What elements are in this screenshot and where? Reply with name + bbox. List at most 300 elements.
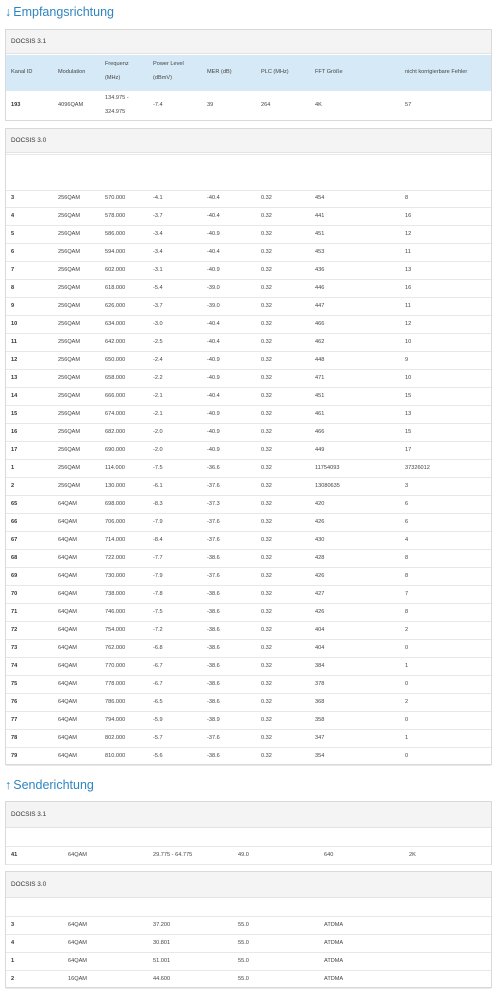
cell-col-1: 64QAM	[68, 940, 87, 946]
cell-col-1: 64QAM	[58, 591, 77, 597]
cell-col-4: -38.9	[207, 717, 220, 723]
cell-col-2: 642.000	[105, 339, 126, 345]
cell-col-0: 77	[11, 717, 18, 723]
cell-modulation: 4096QAM	[58, 102, 84, 108]
cell-col-0: 4	[11, 940, 15, 946]
cell-col-3: -6.5	[153, 699, 163, 705]
cell-col-3: -5.4	[153, 285, 163, 291]
cell-col-3: -7.8	[153, 591, 163, 597]
cell-col-6: 453	[315, 249, 325, 255]
cell-col-4: -40.9	[207, 267, 220, 273]
col-modulation: Modulation	[58, 69, 86, 75]
cell-col-7: 16	[405, 213, 412, 219]
cell-col-0: 69	[11, 573, 18, 579]
cell-col-0: 72	[11, 627, 18, 633]
cell-col-1: 256QAM	[58, 411, 81, 417]
cell-col-0: 1	[11, 958, 15, 964]
cell-col-0: 68	[11, 555, 18, 561]
cell-col-0: 76	[11, 699, 18, 705]
cell-col-0: 73	[11, 645, 18, 651]
cell-col-4: -40.4	[207, 249, 220, 255]
cell-col-3: -6.8	[153, 645, 163, 651]
cell-col-0: 41	[11, 852, 18, 858]
cell-col-3: -4.1	[153, 195, 163, 201]
cell-col-7: 10	[405, 375, 412, 381]
cell-col-5: 0.32	[261, 285, 272, 291]
cell-col-3: -2.1	[153, 411, 163, 417]
cell-col-5: 0.32	[261, 519, 272, 525]
downstream-title-text: Empfangsrichtung	[13, 5, 115, 19]
cell-col-1: 256QAM	[58, 483, 81, 489]
cell-col-0: 74	[11, 663, 18, 669]
cell-col-4: ATDMA	[324, 976, 344, 982]
cell-col-6: 420	[315, 501, 325, 507]
cell-col-1: 256QAM	[58, 267, 81, 273]
cell-col-3: -3.7	[153, 303, 163, 309]
cell-col-0: 8	[11, 285, 15, 291]
cell-col-4: -40.9	[207, 231, 220, 237]
cell-col-1: 256QAM	[58, 303, 81, 309]
cell-col-6: 446	[315, 285, 325, 291]
cell-col-0: 79	[11, 753, 18, 759]
upstream-docsis30-header: DOCSIS 3.0	[6, 872, 491, 898]
cell-col-1: 256QAM	[58, 213, 81, 219]
cell-col-1: 256QAM	[58, 447, 81, 453]
arrow-down-icon: ↓	[5, 5, 12, 19]
cell-col-2: 794.000	[105, 717, 126, 723]
cell-col-1: 64QAM	[68, 922, 87, 928]
table-row	[6, 279, 491, 298]
cell-col-2: 51.001	[153, 958, 171, 964]
cell-col-5: 0.32	[261, 501, 272, 507]
table-row	[6, 369, 491, 388]
cell-col-2: 114.000	[105, 465, 125, 471]
cell-frequenz-end: 324.975	[105, 109, 126, 115]
cell-col-4: -38.6	[207, 609, 220, 615]
cell-col-2: 722.000	[105, 555, 126, 561]
cell-col-6: 448	[315, 357, 325, 363]
table-row	[6, 495, 491, 514]
cell-col-1: 64QAM	[58, 537, 77, 543]
cell-col-2: 570.000	[105, 195, 126, 201]
table-row	[6, 711, 491, 730]
cell-col-2: 786.000	[105, 699, 126, 705]
cell-col-4: -40.4	[207, 321, 220, 327]
cell-col-0: 2	[11, 976, 15, 982]
cell-col-3: -7.5	[153, 609, 163, 615]
cell-col-1: 256QAM	[58, 249, 81, 255]
cell-col-7: 15	[405, 429, 412, 435]
cell-col-7: 1	[405, 735, 409, 741]
cell-col-1: 64QAM	[58, 555, 77, 561]
cell-col-4: -39.0	[207, 303, 220, 309]
cell-col-7: 9	[405, 357, 409, 363]
cell-col-3: -2.1	[153, 393, 163, 399]
cell-col-7: 2	[405, 699, 409, 705]
cell-col-3: -3.4	[153, 231, 163, 237]
cell-col-3: -7.9	[153, 519, 163, 525]
cell-col-7: 8	[405, 195, 409, 201]
cell-col-7: 11	[405, 249, 411, 255]
table-row	[6, 970, 491, 989]
cell-col-4: -40.9	[207, 447, 220, 453]
cell-col-4: -40.9	[207, 357, 220, 363]
cell-col-5: 0.32	[261, 429, 272, 435]
col-frequenz: Frequenz	[105, 61, 129, 67]
cell-col-6: 447	[315, 303, 325, 309]
downstream-docsis31-box	[5, 29, 492, 121]
cell-power: -7.4	[153, 102, 163, 108]
cell-col-2: 778.000	[105, 681, 126, 687]
cell-col-0: 2	[11, 483, 15, 489]
cell-col-6: 426	[315, 519, 325, 525]
cell-col-2: 690.000	[105, 447, 126, 453]
cell-col-7: 6	[405, 501, 409, 507]
col-kanal-id: Kanal ID	[11, 69, 33, 75]
cell-col-3: 55.0	[238, 922, 249, 928]
table-row	[6, 333, 491, 352]
cell-col-2: 738.000	[105, 591, 126, 597]
cell-col-0: 1	[11, 465, 15, 471]
cell-col-0: 67	[11, 537, 18, 543]
cell-plc: 264	[261, 102, 271, 108]
table-row	[6, 603, 491, 622]
cell-col-4: -37.6	[207, 573, 220, 579]
cell-col-7: 0	[405, 645, 409, 651]
cell-col-7: 7	[405, 591, 409, 597]
cell-col-2: 618.000	[105, 285, 126, 291]
cell-col-6: 404	[315, 645, 325, 651]
cell-col-5: 0.32	[261, 321, 272, 327]
cell-col-2: 30.801	[153, 940, 171, 946]
table-row	[6, 189, 491, 208]
cell-col-4: -38.6	[207, 645, 220, 651]
cell-col-5: 0.32	[261, 645, 272, 651]
table-row	[6, 351, 491, 370]
cell-col-2: 666.000	[105, 393, 126, 399]
cell-col-0: 71	[11, 609, 18, 615]
cell-col-0: 14	[11, 393, 18, 399]
cell-col-5: 0.32	[261, 411, 272, 417]
cell-col-0: 10	[11, 321, 18, 327]
cell-col-3: 49.0	[238, 852, 249, 858]
downstream-title	[5, 5, 114, 19]
cell-col-2: 594.000	[105, 249, 126, 255]
table-row	[6, 916, 491, 935]
cell-col-5: 0.32	[261, 555, 272, 561]
cell-col-1: 256QAM	[58, 357, 81, 363]
table-row	[6, 261, 491, 280]
cell-col-6: 368	[315, 699, 325, 705]
cell-col-7: 8	[405, 573, 409, 579]
cell-col-7: 15	[405, 393, 412, 399]
cell-col-2: 714.000	[105, 537, 126, 543]
cell-col-4: ATDMA	[324, 922, 344, 928]
cell-col-5: 0.32	[261, 213, 272, 219]
cell-col-2: 730.000	[105, 573, 126, 579]
cell-col-4: -40.9	[207, 375, 220, 381]
cell-col-1: 256QAM	[58, 375, 81, 381]
cell-col-5: 0.32	[261, 735, 272, 741]
cell-col-0: 15	[11, 411, 18, 417]
cell-col-3: -7.7	[153, 555, 163, 561]
downstream-docsis30-blank-header	[6, 154, 491, 191]
upstream-docsis31-blank-header	[6, 829, 491, 847]
cell-col-5: 0.32	[261, 231, 272, 237]
cell-col-0: 17	[11, 447, 18, 453]
col-frequenz-unit: (MHz)	[105, 75, 121, 81]
table-row	[6, 639, 491, 658]
table-row	[6, 441, 491, 460]
cell-col-4: 640	[324, 852, 334, 858]
cell-col-2: 762.000	[105, 645, 126, 651]
cell-col-7: 17	[405, 447, 412, 453]
cell-col-0: 6	[11, 249, 15, 255]
cell-col-5: 0.32	[261, 483, 272, 489]
cell-col-0: 4	[11, 213, 15, 219]
cell-col-4: -40.4	[207, 213, 220, 219]
cell-col-3: -2.0	[153, 429, 163, 435]
cell-col-2: 626.000	[105, 303, 126, 309]
cell-col-2: 682.000	[105, 429, 126, 435]
cell-col-0: 70	[11, 591, 18, 597]
cell-col-0: 65	[11, 501, 18, 507]
cell-col-1: 64QAM	[58, 699, 77, 705]
cell-col-1: 256QAM	[58, 429, 81, 435]
cell-col-7: 37326012	[405, 465, 430, 471]
cell-col-1: 256QAM	[58, 231, 81, 237]
cell-col-6: 436	[315, 267, 325, 273]
cell-col-4: -38.6	[207, 699, 220, 705]
cell-col-3: -2.4	[153, 357, 163, 363]
cell-col-2: 698.000	[105, 501, 126, 507]
cell-mer: 39	[207, 102, 214, 108]
cell-col-4: -37.6	[207, 483, 220, 489]
table-row	[6, 207, 491, 226]
downstream-docsis31-header: DOCSIS 3.1	[6, 30, 491, 54]
cell-col-5: 0.32	[261, 249, 272, 255]
cell-col-4: -37.3	[207, 501, 220, 507]
cell-col-0: 75	[11, 681, 18, 687]
cell-col-6: 13080635	[315, 483, 340, 489]
cell-col-3: -2.2	[153, 375, 163, 381]
cell-col-0: 16	[11, 429, 18, 435]
cell-col-6: 441	[315, 213, 325, 219]
cell-col-2: 634.000	[105, 321, 126, 327]
cell-col-5: 0.32	[261, 717, 272, 723]
cell-col-3: -6.7	[153, 663, 163, 669]
upstream-docsis31-box	[5, 801, 492, 865]
table-row	[6, 513, 491, 532]
cell-col-2: 130.000	[105, 483, 126, 489]
cell-col-5: 0.32	[261, 591, 272, 597]
cell-col-7: 8	[405, 555, 409, 561]
col-power: Power Level	[153, 61, 184, 67]
cell-col-6: 11754093	[315, 465, 340, 471]
table-row	[6, 387, 491, 406]
cell-col-0: 7	[11, 267, 15, 273]
cell-col-5: 0.32	[261, 465, 272, 471]
cell-col-1: 64QAM	[58, 573, 77, 579]
col-fft: FFT Größe	[315, 69, 343, 75]
cell-col-2: 810.000	[105, 753, 126, 759]
cell-col-1: 64QAM	[58, 501, 77, 507]
cell-col-3: -3.0	[153, 321, 163, 327]
table-row	[6, 675, 491, 694]
cell-col-0: 12	[11, 357, 18, 363]
cell-col-4: ATDMA	[324, 958, 344, 964]
table-row	[6, 747, 491, 766]
cell-col-7: 0	[405, 753, 409, 759]
cell-col-3: -3.7	[153, 213, 163, 219]
table-row	[6, 585, 491, 604]
cell-col-7: 11	[405, 303, 411, 309]
cell-col-1: 64QAM	[58, 753, 77, 759]
cell-col-2: 29.775 - 64.775	[153, 852, 193, 858]
cell-col-0: 9	[11, 303, 15, 309]
cell-col-3: -5.7	[153, 735, 163, 741]
cell-col-1: 64QAM	[58, 609, 77, 615]
cell-col-3: -8.4	[153, 537, 163, 543]
upstream-title	[5, 778, 94, 792]
downstream-docsis30-box	[5, 128, 492, 765]
downstream-docsis30-header: DOCSIS 3.0	[6, 129, 491, 153]
cell-col-5: 0.32	[261, 195, 272, 201]
cell-col-7: 1	[405, 663, 409, 669]
cell-col-2: 578.000	[105, 213, 126, 219]
table-row	[6, 459, 491, 478]
table-row	[6, 91, 491, 121]
cell-col-3: -2.5	[153, 339, 163, 345]
table-row	[6, 621, 491, 640]
cell-col-3: -5.6	[153, 753, 163, 759]
cell-col-4: -37.6	[207, 519, 220, 525]
upstream-docsis30-blank-header	[6, 899, 491, 917]
arrow-up-icon: ↑	[5, 778, 12, 792]
table-row	[6, 423, 491, 442]
cell-col-4: -37.6	[207, 735, 220, 741]
cell-col-6: 454	[315, 195, 325, 201]
cell-col-0: 13	[11, 375, 18, 381]
cell-col-7: 2	[405, 627, 409, 633]
table-row	[6, 952, 491, 971]
cell-col-2: 802.000	[105, 735, 126, 741]
cell-col-4: -40.4	[207, 195, 220, 201]
table-row	[6, 315, 491, 334]
cell-col-4: -40.4	[207, 339, 220, 345]
cell-col-6: 466	[315, 321, 325, 327]
cell-col-1: 64QAM	[58, 717, 77, 723]
table-row	[6, 549, 491, 568]
cell-col-3: -3.1	[153, 267, 163, 273]
table-row	[6, 243, 491, 262]
cell-col-2: 754.000	[105, 627, 126, 633]
table-row	[6, 531, 491, 550]
cell-col-6: 354	[315, 753, 325, 759]
cell-col-3: 55.0	[238, 976, 249, 982]
cell-col-4: -40.9	[207, 429, 220, 435]
table-row	[6, 297, 491, 316]
cell-col-1: 256QAM	[58, 465, 81, 471]
cell-col-1: 64QAM	[58, 663, 77, 669]
cell-kanal-id: 193	[11, 102, 21, 108]
downstream-column-headers	[6, 55, 491, 91]
cell-col-1: 64QAM	[68, 958, 87, 964]
cell-col-4: -38.6	[207, 591, 220, 597]
cell-col-6: 426	[315, 573, 325, 579]
cell-col-4: -40.4	[207, 393, 220, 399]
cell-col-7: 16	[405, 285, 412, 291]
cell-col-2: 770.000	[105, 663, 126, 669]
cell-col-6: 466	[315, 429, 325, 435]
cell-col-4: ATDMA	[324, 940, 344, 946]
cell-col-3: -2.0	[153, 447, 163, 453]
cell-col-3: -6.1	[153, 483, 163, 489]
cell-col-5: 0.32	[261, 393, 272, 399]
cell-col-5: 0.32	[261, 537, 272, 543]
cell-col-5: 0.32	[261, 375, 272, 381]
cell-col-2: 674.000	[105, 411, 126, 417]
cell-frequenz-start: 134.975 -	[105, 95, 129, 101]
cell-col-7: 8	[405, 609, 409, 615]
cell-col-6: 427	[315, 591, 325, 597]
cell-col-5: 0.32	[261, 753, 272, 759]
cell-col-6: 358	[315, 717, 325, 723]
upstream-docsis30-box	[5, 871, 492, 988]
cell-col-4: -38.6	[207, 555, 220, 561]
table-row	[6, 225, 491, 244]
cell-col-7: 4	[405, 537, 409, 543]
cell-col-5: 2K	[409, 852, 416, 858]
cell-col-5: 0.32	[261, 699, 272, 705]
cell-col-3: -7.9	[153, 573, 163, 579]
cell-col-2: 658.000	[105, 375, 126, 381]
cell-col-4: -36.6	[207, 465, 220, 471]
cell-col-6: 461	[315, 411, 325, 417]
cell-col-5: 0.32	[261, 357, 272, 363]
cell-fft: 4K	[315, 102, 322, 108]
table-row	[6, 934, 491, 953]
cell-col-2: 650.000	[105, 357, 126, 363]
table-row	[6, 567, 491, 586]
cell-col-2: 746.000	[105, 609, 126, 615]
cell-col-2: 602.000	[105, 267, 126, 273]
cell-col-1: 64QAM	[58, 645, 77, 651]
cell-col-6: 426	[315, 609, 325, 615]
cell-col-1: 64QAM	[58, 519, 77, 525]
col-power-unit: (dBmV)	[153, 75, 172, 81]
table-row	[6, 846, 491, 865]
cell-col-7: 13	[405, 267, 412, 273]
cell-col-7: 6	[405, 519, 409, 525]
cell-col-5: 0.32	[261, 627, 272, 633]
cell-col-7: 12	[405, 231, 412, 237]
cell-col-4: -38.6	[207, 681, 220, 687]
cell-col-1: 64QAM	[68, 852, 87, 858]
cell-col-5: 0.32	[261, 663, 272, 669]
cell-col-3: -6.7	[153, 681, 163, 687]
cell-col-4: -37.6	[207, 537, 220, 543]
cell-col-7: 3	[405, 483, 409, 489]
cell-col-6: 430	[315, 537, 325, 543]
cell-col-0: 3	[11, 195, 15, 201]
cell-col-0: 66	[11, 519, 18, 525]
cell-col-7: 12	[405, 321, 412, 327]
table-row	[6, 405, 491, 424]
cell-col-4: -38.6	[207, 753, 220, 759]
cell-col-6: 462	[315, 339, 325, 345]
cell-col-5: 0.32	[261, 267, 272, 273]
